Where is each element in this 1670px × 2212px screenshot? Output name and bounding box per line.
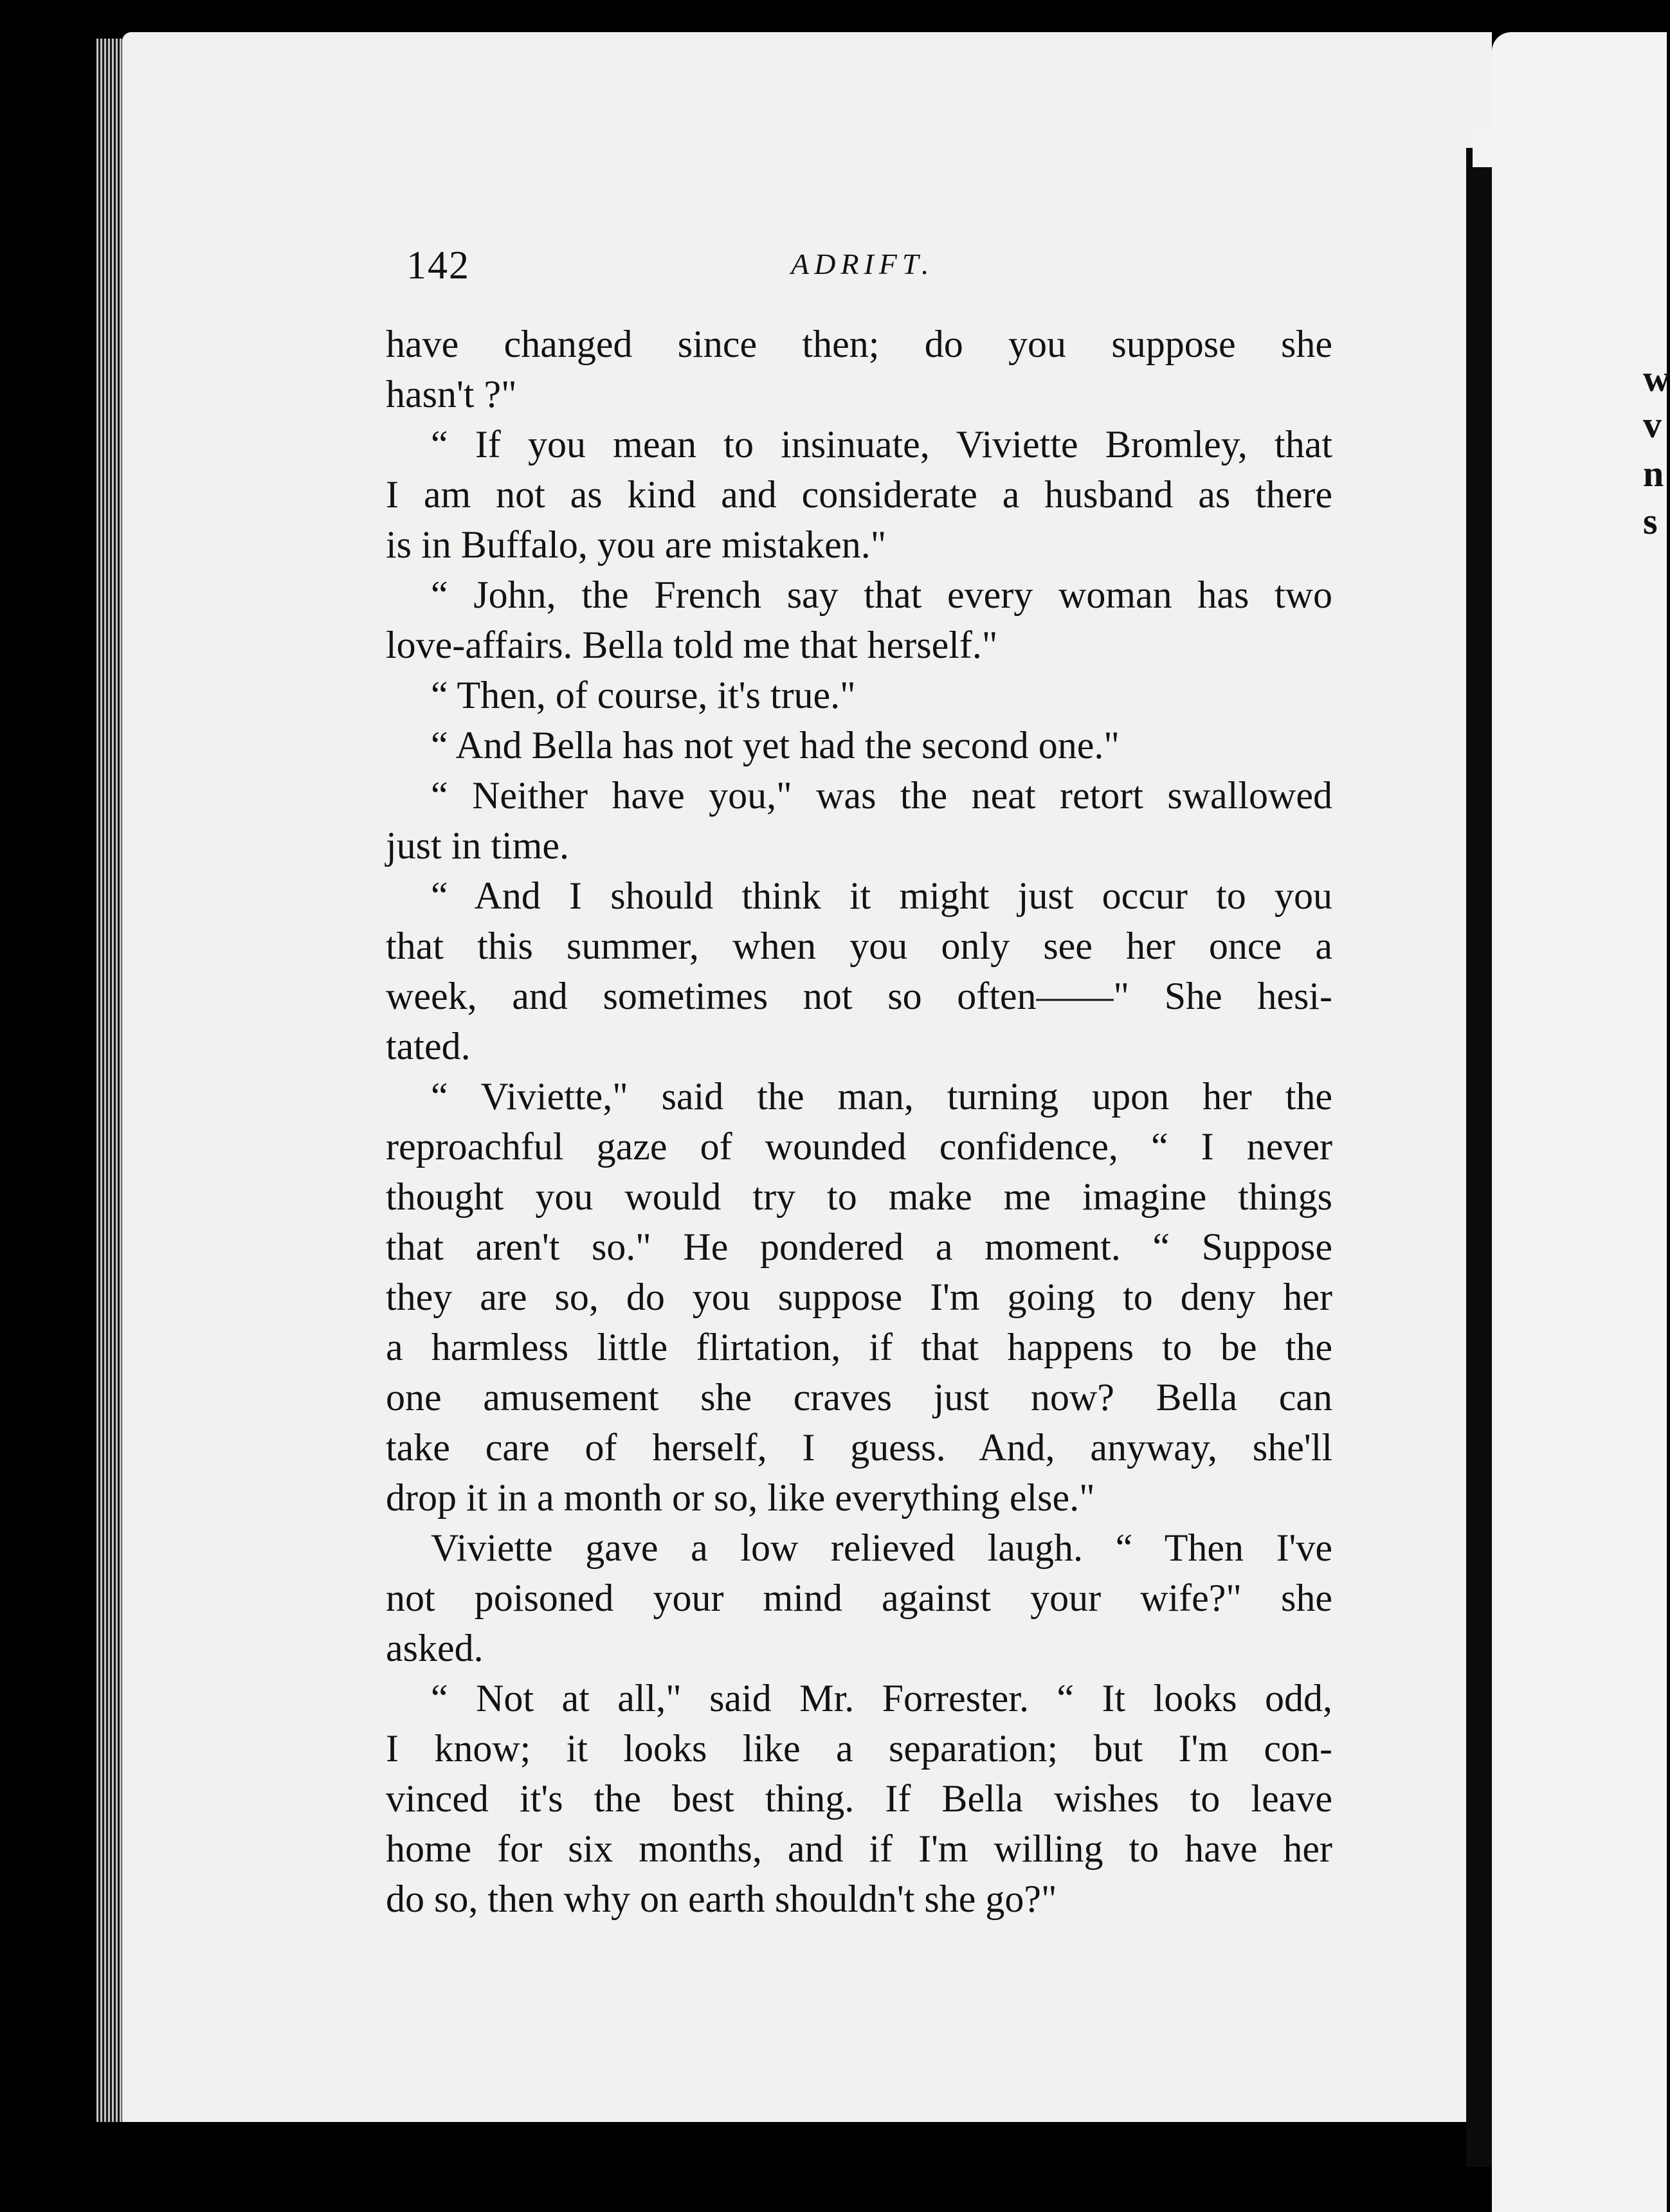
text-line: tated. bbox=[386, 1025, 471, 1067]
text-line: “ If you mean to insinuate, Viviette Bromley, that bbox=[431, 423, 1332, 466]
text-line: not poisoned your mind against your wife?" she bbox=[386, 1577, 1332, 1619]
page-number: 142 bbox=[406, 244, 470, 287]
text-line: “ Not at all," said Mr. Forrester. “ It looks odd, bbox=[431, 1677, 1332, 1719]
text-line: a harmless little flirtation, if that happens to be the bbox=[386, 1326, 1332, 1368]
text-line: “ And I should think it might just occur to you bbox=[431, 875, 1332, 917]
text-line: “ Then, of course, it's true." bbox=[431, 674, 856, 716]
text-line: one amusement she craves just now? Bella can bbox=[386, 1376, 1332, 1419]
text-line: vinced it's the best thing. If Bella wishes to leave bbox=[386, 1777, 1332, 1820]
text-line: home for six months, and if I'm willing to have her bbox=[386, 1827, 1332, 1870]
body-text bbox=[386, 319, 1332, 1924]
right-page-fragment: w bbox=[1643, 358, 1670, 399]
text-line: that aren't so." He pondered a moment. “ Suppose bbox=[386, 1226, 1332, 1268]
right-page-notch bbox=[1473, 129, 1518, 167]
text-line: thought you would try to make me imagine things bbox=[386, 1175, 1332, 1218]
right-page-fragment: v bbox=[1643, 404, 1662, 446]
text-line: “ John, the French say that every woman has two bbox=[431, 574, 1332, 616]
text-line: week, and sometimes not so often——" She hesi- bbox=[386, 975, 1332, 1017]
text-line: I am not as kind and considerate a husband as there bbox=[386, 473, 1332, 516]
text-line: have changed since then; do you suppose she bbox=[386, 323, 1332, 365]
text-line: just in time. bbox=[386, 824, 569, 867]
text-line: “ Viviette," said the man, turning upon her the bbox=[431, 1075, 1332, 1118]
right-page-fragment: n bbox=[1643, 453, 1664, 494]
text-line: “ Neither have you," was the neat retort swallowed bbox=[431, 774, 1332, 817]
text-line: Viviette gave a low relieved laugh. “ Then I've bbox=[431, 1527, 1332, 1569]
book-gutter bbox=[1466, 148, 1492, 2167]
running-title: ADRIFT. bbox=[791, 248, 934, 280]
text-line: reproachful gaze of wounded confidence, “ I never bbox=[386, 1125, 1332, 1168]
text-line: hasn't ?" bbox=[386, 373, 517, 415]
text-line: is in Buffalo, you are mistaken." bbox=[386, 523, 887, 566]
text-line: do so, then why on earth shouldn't she go?" bbox=[386, 1878, 1057, 1920]
text-line: that this summer, when you only see her once a bbox=[386, 925, 1332, 967]
text-line: “ And Bella has not yet had the second one." bbox=[431, 724, 1120, 766]
text-line: take care of herself, I guess. And, anyway, she'll bbox=[386, 1426, 1332, 1469]
text-line: they are so, do you suppose I'm going to deny her bbox=[386, 1276, 1332, 1318]
text-line: drop it in a month or so, like everything else." bbox=[386, 1476, 1095, 1519]
text-line: love-affairs. Bella told me that herself." bbox=[386, 624, 998, 666]
right-page bbox=[1492, 32, 1667, 2212]
text-line: asked. bbox=[386, 1627, 484, 1669]
right-page-fragment: s bbox=[1643, 500, 1658, 542]
text-line: I know; it looks like a separation; but I'm con- bbox=[386, 1727, 1332, 1770]
